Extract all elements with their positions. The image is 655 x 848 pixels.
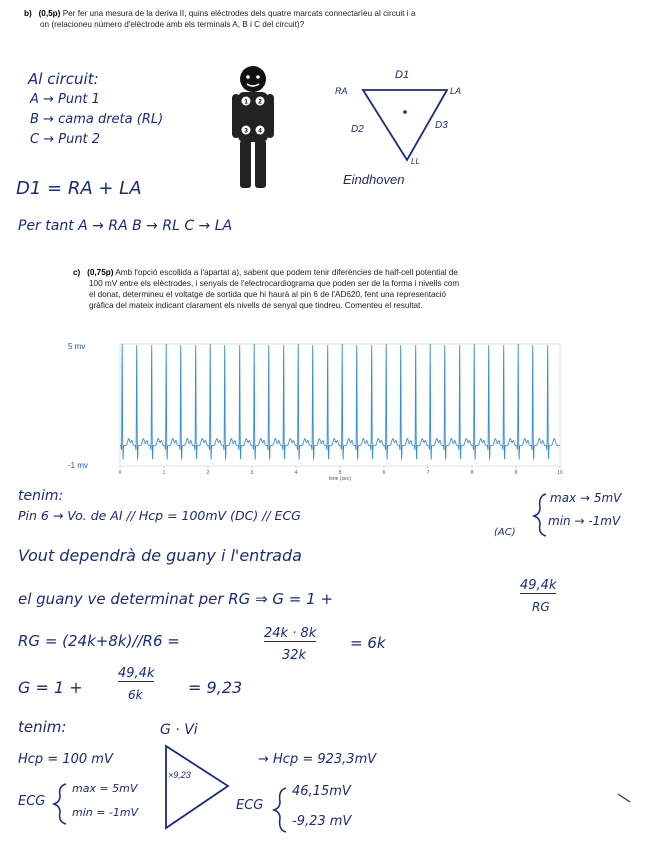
question-b: [24, 8, 644, 30]
ecg-brace-top: [534, 494, 546, 536]
ecg-brace-output: [274, 788, 286, 832]
einthoven-label-la: LA: [450, 86, 462, 96]
answer-c-ecg-in-max: max = 5mV: [72, 782, 138, 795]
question-c-line1: Amb l'opció escollida a l'apartat a), sabent que podem tenir diferències de half-cell potential de: [115, 268, 458, 277]
answer-c-ecg-in-min: min = -1mV: [72, 806, 139, 819]
electrode-4: [256, 126, 265, 135]
x-tick-label: 5: [338, 470, 342, 476]
question-b-text-line2: on (relacioneu número d'elèctrode amb els terminals A, B i C del circuit)?: [40, 20, 305, 29]
x-tick-label: 7: [426, 470, 430, 476]
answer-b-line-b: B → cama dreta (RL): [30, 112, 164, 127]
answer-c-line3-numerator: 49,4k: [520, 578, 557, 593]
x-tick-label: 8: [470, 470, 474, 476]
answer-c-ecg-in-label: ECG: [18, 794, 46, 809]
amplifier-symbol: [158, 742, 234, 836]
svg-text:1: 1: [244, 98, 248, 106]
amplifier-gain: ×9,23: [168, 770, 191, 780]
answer-c-line3-denominator: RG: [532, 600, 550, 614]
question-c-line2: 100 mV entre els elèctrodes, i senyals de l'electrocardiograma que poden ser de la forma i nivells com: [89, 279, 460, 288]
answer-c-line5-denominator: 6k: [128, 688, 143, 702]
svg-text:3: 3: [244, 127, 248, 135]
answer-b-line-c: C → Punt 2: [30, 132, 101, 147]
question-c: [73, 267, 573, 311]
electrode-3: [242, 126, 251, 135]
x-tick-label: 2: [206, 470, 210, 476]
answer-c-hcp-out: → Hcp = 923,3mV: [258, 752, 377, 767]
svg-text:4: 4: [258, 127, 262, 135]
einthoven-triangle: [335, 64, 475, 190]
answer-c-ecg-min: min → -1mV: [548, 514, 621, 528]
answer-c-line2: Vout dependrà de guany i l'entrada: [18, 546, 302, 565]
answer-c-line4-result: = 6k: [350, 634, 386, 652]
answer-c-tenim2: tenim:: [18, 718, 67, 736]
answer-c-line4: RG = (24k+8k)//R6 =: [18, 632, 180, 650]
answer-c-ecg-out-label: ECG: [236, 798, 264, 813]
question-b-number: b): [24, 9, 32, 18]
answer-c-ecg-out-min: -9,23 mV: [292, 814, 352, 829]
einthoven-label-d2: D2: [351, 124, 364, 135]
electrode-1: [242, 97, 251, 106]
einthoven-caption: Eindhoven: [343, 172, 405, 187]
chart-y-max-label: 5 mv: [68, 342, 86, 351]
ecg-chart: [110, 340, 570, 482]
x-tick-label: 6: [382, 470, 386, 476]
answer-c-tenim: tenim:: [18, 488, 64, 504]
question-b-points: (0,5p): [38, 9, 61, 18]
answer-c-ecg-max: max → 5mV: [550, 491, 622, 505]
answer-b-conclusion: Per tant A → RA B → RL C → LA: [18, 218, 233, 234]
einthoven-label-d1: D1: [395, 69, 410, 81]
x-tick-label: 10: [557, 470, 563, 476]
answer-c-line5-numerator: 49,4k: [118, 666, 155, 681]
question-c-line4: gràfica del mateix indicant clarament els nivells de senyal que tindreu. Comenteu el resultat.: [89, 301, 423, 310]
x-tick-label: 9: [514, 470, 518, 476]
x-tick-label: 3: [250, 470, 254, 476]
x-tick-label: 1: [162, 470, 166, 476]
question-b-text-line1: Per fer una mesura de la deriva II, quins elèctrodes dels quatre marcats connectaríeu al circuit i a: [62, 9, 416, 18]
einthoven-label-ll: LL: [411, 157, 420, 166]
einthoven-label-ra: RA: [335, 86, 348, 96]
answer-c-gvi: G · Vi: [160, 722, 198, 738]
answer-c-hcp-in: Hcp = 100 mV: [18, 752, 113, 767]
ecg-brace-input: [54, 784, 66, 824]
electrode-2: [256, 97, 265, 106]
x-tick-label: 4: [294, 470, 298, 476]
answer-c-ecg-out-max: 46,15mV: [292, 784, 351, 799]
stray-mark: [618, 794, 630, 802]
x-tick-label: 0: [118, 470, 122, 476]
question-c-number: c): [73, 268, 81, 277]
answer-c-line1: Pin 6 → Vo. de AI // Hcp = 100mV (DC) // ECG: [18, 508, 301, 523]
ecg-series-line: [120, 344, 560, 460]
answer-c-line4-numerator: 24k · 8k: [264, 626, 317, 641]
chart-frame: [120, 344, 560, 466]
svg-text:2: 2: [258, 98, 262, 106]
chart-y-min-label: -1 mv: [68, 461, 88, 470]
question-c-points: (0,75p): [87, 268, 114, 277]
answer-c-line4-denominator: 32k: [282, 648, 307, 663]
answer-c-ecg-ac: (AC): [494, 527, 516, 538]
question-c-line3: el donat, determineu el voltatge de sortida que hi haurà al pin 6 de l'AD620, fent una representació: [89, 290, 447, 299]
answer-b-heading: Al circuit:: [28, 70, 99, 88]
answer-c-line5: G = 1 +: [18, 678, 83, 697]
einthoven-label-d3: D3: [435, 120, 448, 131]
answer-c-line3: el guany ve determinat per RG ⇒ G = 1 +: [18, 590, 334, 608]
answer-b-d1: D1 = RA + LA: [16, 178, 142, 199]
body-figure: [222, 64, 286, 192]
answer-b-line-a: A → Punt 1: [30, 92, 100, 107]
chart-x-axis-label: time (sec): [329, 476, 351, 482]
answer-c-line5-result: = 9,23: [188, 678, 243, 697]
